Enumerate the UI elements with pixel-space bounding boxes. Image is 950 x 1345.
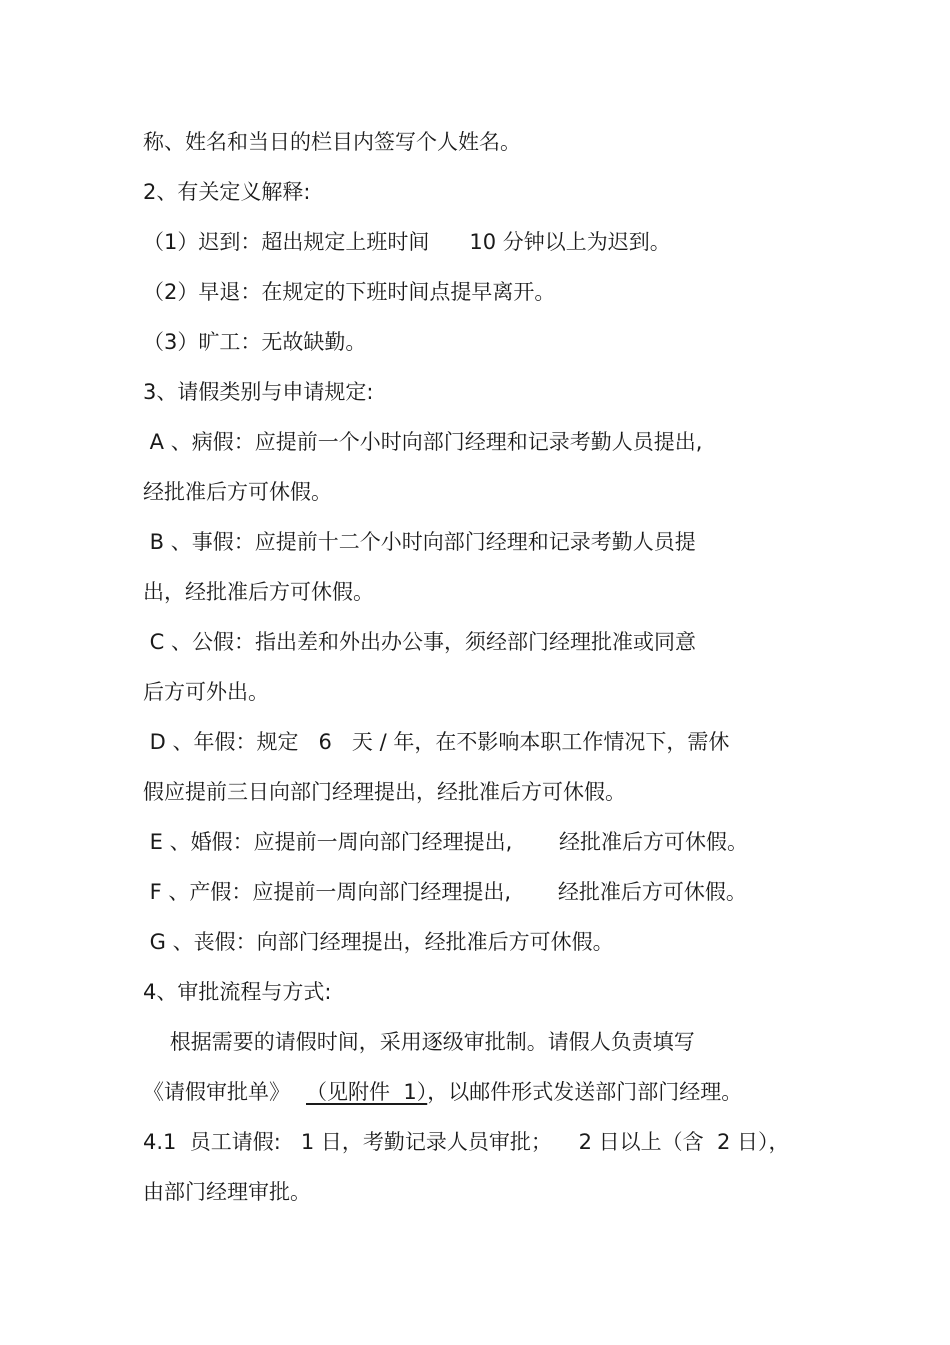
annual-leave-line-2: 假应提前三日向部门经理提出，经批准后方可休假。 <box>143 780 626 804</box>
approval-paragraph-line-1: 根据需要的请假时间，采用逐级审批制。请假人负责填写 <box>143 1030 695 1054</box>
definition-absence: （3）旷工：无故缺勤。 <box>143 330 367 354</box>
marriage-leave: E 、婚假：应提前一周向部门经理提出, 经批准后方可休假。 <box>143 830 749 854</box>
attachment-reference: （见附件 1） <box>306 1080 428 1104</box>
sick-leave-line-2: 经批准后方可休假。 <box>143 480 332 504</box>
form-name: 《请假审批单》 <box>143 1080 290 1104</box>
text-line-1: 称、姓名和当日的栏目内签写个人姓名。 <box>143 130 521 154</box>
section-4-heading: 4、审批流程与方式: <box>143 980 332 1004</box>
annual-leave-line-1: D 、年假：规定 6 天 / 年，在不影响本职工作情况下，需休 <box>143 730 730 754</box>
section-3-heading: 3、请假类别与申请规定: <box>143 380 374 404</box>
bereavement-leave: G 、丧假：向部门经理提出，经批准后方可休假。 <box>143 930 614 954</box>
definition-late: （1）迟到：超出规定上班时间 10 分钟以上为迟到。 <box>143 230 671 254</box>
official-leave-line-2: 后方可外出。 <box>143 680 269 704</box>
attachment-line-rest: ，以邮件形式发送部门部门经理。 <box>427 1080 743 1104</box>
personal-leave-line-2: 出，经批准后方可休假。 <box>143 580 374 604</box>
section-2-heading: 2、有关定义解释: <box>143 180 311 204</box>
personal-leave-line-1: B 、事假：应提前十二个小时向部门经理和记录考勤人员提 <box>143 530 696 554</box>
rule-4-1-line-2: 由部门经理审批。 <box>143 1180 311 1204</box>
maternity-leave: F 、产假：应提前一周向部门经理提出, 经批准后方可休假。 <box>143 880 747 904</box>
approval-paragraph-line-2 <box>143 1077 742 1107</box>
definition-leave-early: （2）早退：在规定的下班时间点提早离开。 <box>143 280 556 304</box>
sick-leave-line-1: A 、病假：应提前一个小时向部门经理和记录考勤人员提出, <box>143 430 703 454</box>
official-leave-line-1: C 、公假：指出差和外出办公事，须经部门经理批准或同意 <box>143 630 697 654</box>
rule-4-1-line-1: 4.1 员工请假: 1 日，考勤记录人员审批； 2 日以上（含 2 日）， <box>143 1130 790 1154</box>
